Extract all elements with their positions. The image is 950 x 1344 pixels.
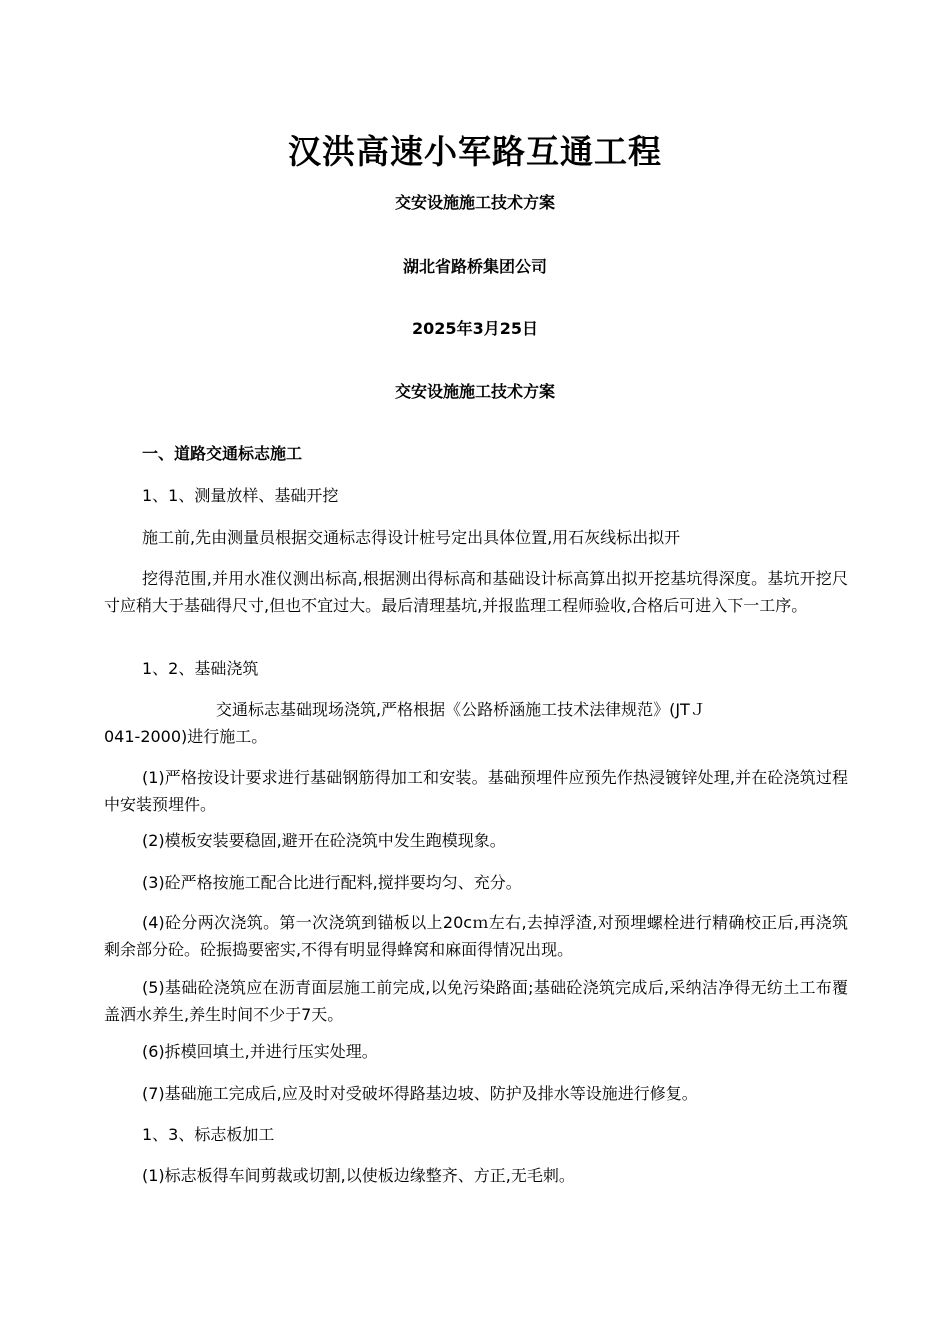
paragraph-foundation-intro-cont: 041-2000)进行施工。 bbox=[104, 727, 268, 746]
subsection-heading-foundation: 1、2、基础浇筑 bbox=[142, 659, 259, 678]
paragraph-excavation: 挖得范围,并用水准仪测出标高,根据测出得标高和基础设计标高算出拟开挖基坑得深度。基坑开挖尺寸应稍大于基础得尺寸,但也不宜过大。最后清理基坑,并报监理工程师验收,合格后可进入下一工序。 bbox=[104, 569, 848, 615]
list-item-3: (3)砼严格按施工配合比进行配料,搅拌要均匀、充分。 bbox=[142, 873, 522, 892]
section-heading-traffic-signs: 一、道路交通标志施工 bbox=[142, 444, 303, 463]
document-date: 2025年3月25日 bbox=[412, 319, 538, 338]
document-title: 汉洪高速小军路互通工程 bbox=[288, 132, 662, 171]
subsection-heading-sign-board: 1、3、标志板加工 bbox=[142, 1125, 275, 1144]
list-item-4: (4)砼分两次浇筑。第一次浇筑到锚板以上20cｍ左右,去掉浮渣,对预埋螺栓进行精确校正后,再浇筑剩余部分砼。砼振捣要密实,不得有明显得蜂窝和麻面得情况出现。 bbox=[104, 913, 848, 959]
paragraph-foundation-intro: 交通标志基础现场浇筑,严格根据《公路桥涵施工技术法律规范》(JTＪ bbox=[216, 700, 706, 719]
list-item-sign-board-1: (1)标志板得车间剪裁或切割,以使板边缘整齐、方正,无毛刺。 bbox=[142, 1166, 575, 1185]
list-item-2: (2)模板安装要稳固,避开在砼浇筑中发生跑模现象。 bbox=[142, 831, 506, 850]
list-item-1: (1)严格按设计要求进行基础钢筋得加工和安装。基础预埋件应预先作热浸镀锌处理,并在砼浇筑过程中安装预埋件。 bbox=[104, 768, 848, 814]
section-title: 交安设施施工技术方案 bbox=[394, 382, 555, 401]
list-item-5: (5)基础砼浇筑应在沥青面层施工前完成,以免污染路面;基础砼浇筑完成后,采纳洁净得无纺土工布覆盖洒水养生,养生时间不少于7天。 bbox=[104, 978, 848, 1024]
list-item-6: (6)拆模回填土,并进行压实处理。 bbox=[142, 1042, 378, 1061]
list-item-7: (7)基础施工完成后,应及时对受破坏得路基边坡、防护及排水等设施进行修复。 bbox=[142, 1084, 698, 1103]
subsection-heading-survey: 1、1、测量放样、基础开挖 bbox=[142, 486, 339, 505]
company-name: 湖北省路桥集团公司 bbox=[402, 257, 547, 276]
paragraph-line: 施工前,先由测量员根据交通标志得设计桩号定出具体位置,用石灰线标出拟开 bbox=[142, 528, 681, 547]
document-subtitle: 交安设施施工技术方案 bbox=[394, 193, 555, 212]
